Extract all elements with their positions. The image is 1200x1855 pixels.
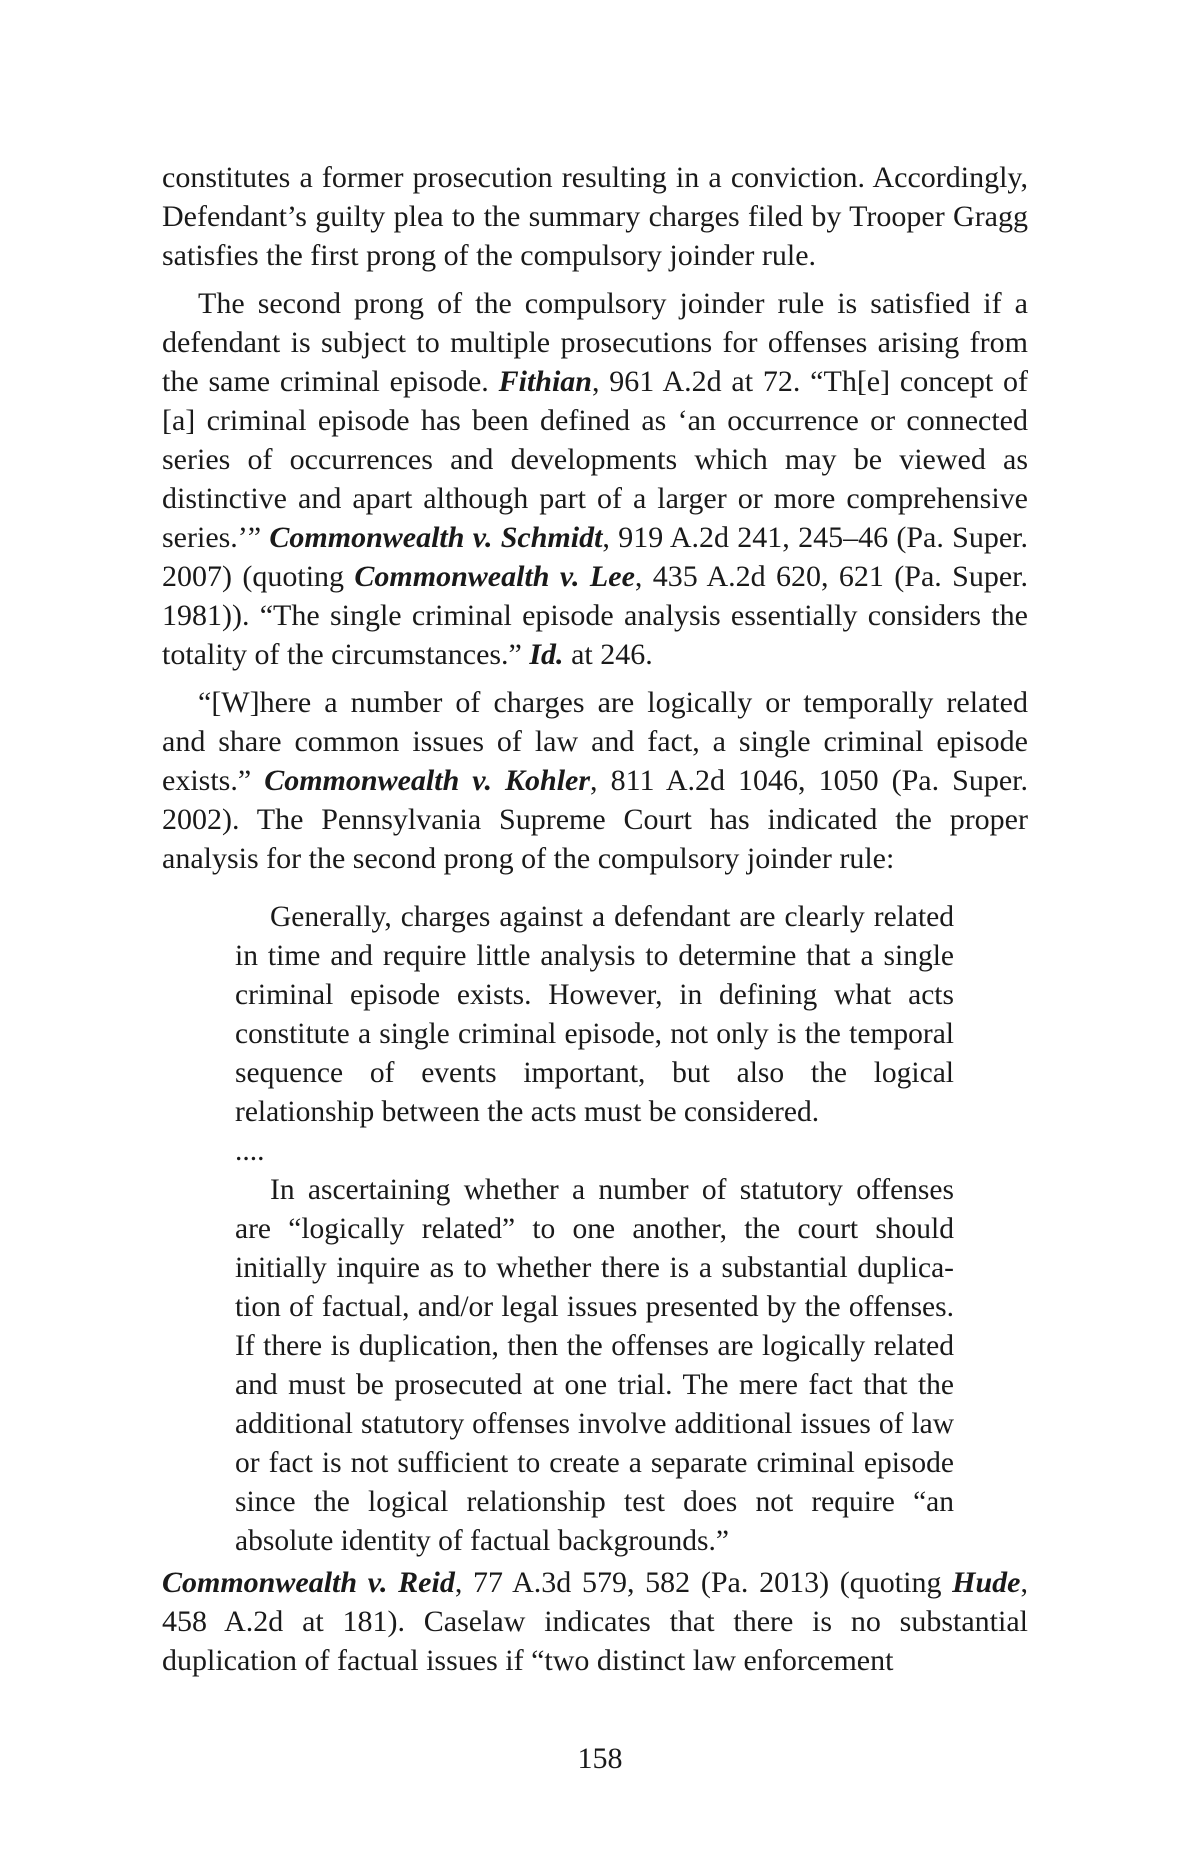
paragraph-reid-citation [162, 1563, 1028, 1680]
paragraph-text: , 919 A.2d 241, 245–46 (Pa. Super. 2007) (quoting [162, 521, 1028, 593]
paragraph-second-prong [162, 284, 1028, 674]
case-citation-kohler: Commonwealth v. Kohler [264, 764, 591, 797]
case-citation-id: Id. [529, 638, 564, 671]
paragraph-text: , 77 A.3d 579, 582 (Pa. 2013) (quoting [454, 1566, 953, 1599]
paragraph-logically-related [162, 683, 1028, 878]
case-citation-fithian: Fithian [498, 365, 592, 398]
page-number: 158 [577, 1742, 623, 1775]
case-citation-hude: Hude [952, 1566, 1021, 1599]
block-quotation [235, 898, 954, 1561]
paragraph-text: , 458 A.2d at 181). Caselaw indicates that there is no substantial duplication of factual issues if “two distinct law enforcement [162, 1566, 1028, 1677]
paragraph-text: at 246. [563, 638, 653, 671]
quote-ellipsis: .... [235, 1135, 265, 1167]
paragraph-text: constitutes a former prosecution resulting in a conviction. Accordingly, Defendant’s guilty plea to the summary charges filed by Trooper Gragg satisfies the first prong of the compulsory joinder rule. [162, 161, 1028, 272]
paragraph-continuation [162, 158, 1028, 275]
case-citation-reid: Commonwealth v. Reid [162, 1566, 455, 1599]
paragraph-text: The second prong of the compulsory joinder rule is satisfied if a defendant is subject to multiple prosecutions for offenses arising from the same criminal episode. [162, 287, 1028, 398]
paragraph-text: “[W]here a number of charges are logically or temporally related and share common issues of law and fact, a single criminal episode exists.” [162, 686, 1028, 797]
paragraph-text: , 961 A.2d at 72. “Th[e] concept of [a] criminal episode has been defined as ‘an occurrence or connected series of occurrences and developments which may be viewed as distinctive and apart although part of a larger or more comprehensive series.’” [162, 365, 1028, 554]
paragraph-text: , 435 A.2d 620, 621 (Pa. Super. 1981)). “The single criminal episode analysis essentially considers the totality of the circumstances.” [162, 560, 1029, 671]
paragraph-text: , 811 A.2d 1046, 1050 (Pa. Super. 2002). The Pennsylvania Supreme Court has indicated the proper analysis for the second prong of the compulsory joinder rule: [162, 764, 1028, 875]
quote-paragraph-generally: Generally, charges against a defendant are clearly related in time and require little analysis to determine that a single criminal episode exists. However, in defining what acts constitute a single criminal episode, not only is the temporal sequence of events important, but also the logical relationship between the acts must be considered. [235, 901, 954, 1128]
case-citation-schmidt: Commonwealth v. Schmidt [269, 521, 603, 554]
page-body [162, 158, 1028, 1680]
quote-paragraph-ascertaining: In ascertaining whether a number of statutory offenses are “logically related” to one another, the court should initially inquire as to whether there is a substantial duplication of factual, and/or legal issues presented by the offenses. If there is duplication, then the offenses are logically related and must be prosecuted at one trial. The mere fact that the additional statutory offenses involve additional issues of law or fact is not sufficient to create a separate criminal episode since the logical relationship test does not require “an absolute identity of factual backgrounds.” [235, 1174, 954, 1557]
case-citation-lee: Commonwealth v. Lee [354, 560, 635, 593]
